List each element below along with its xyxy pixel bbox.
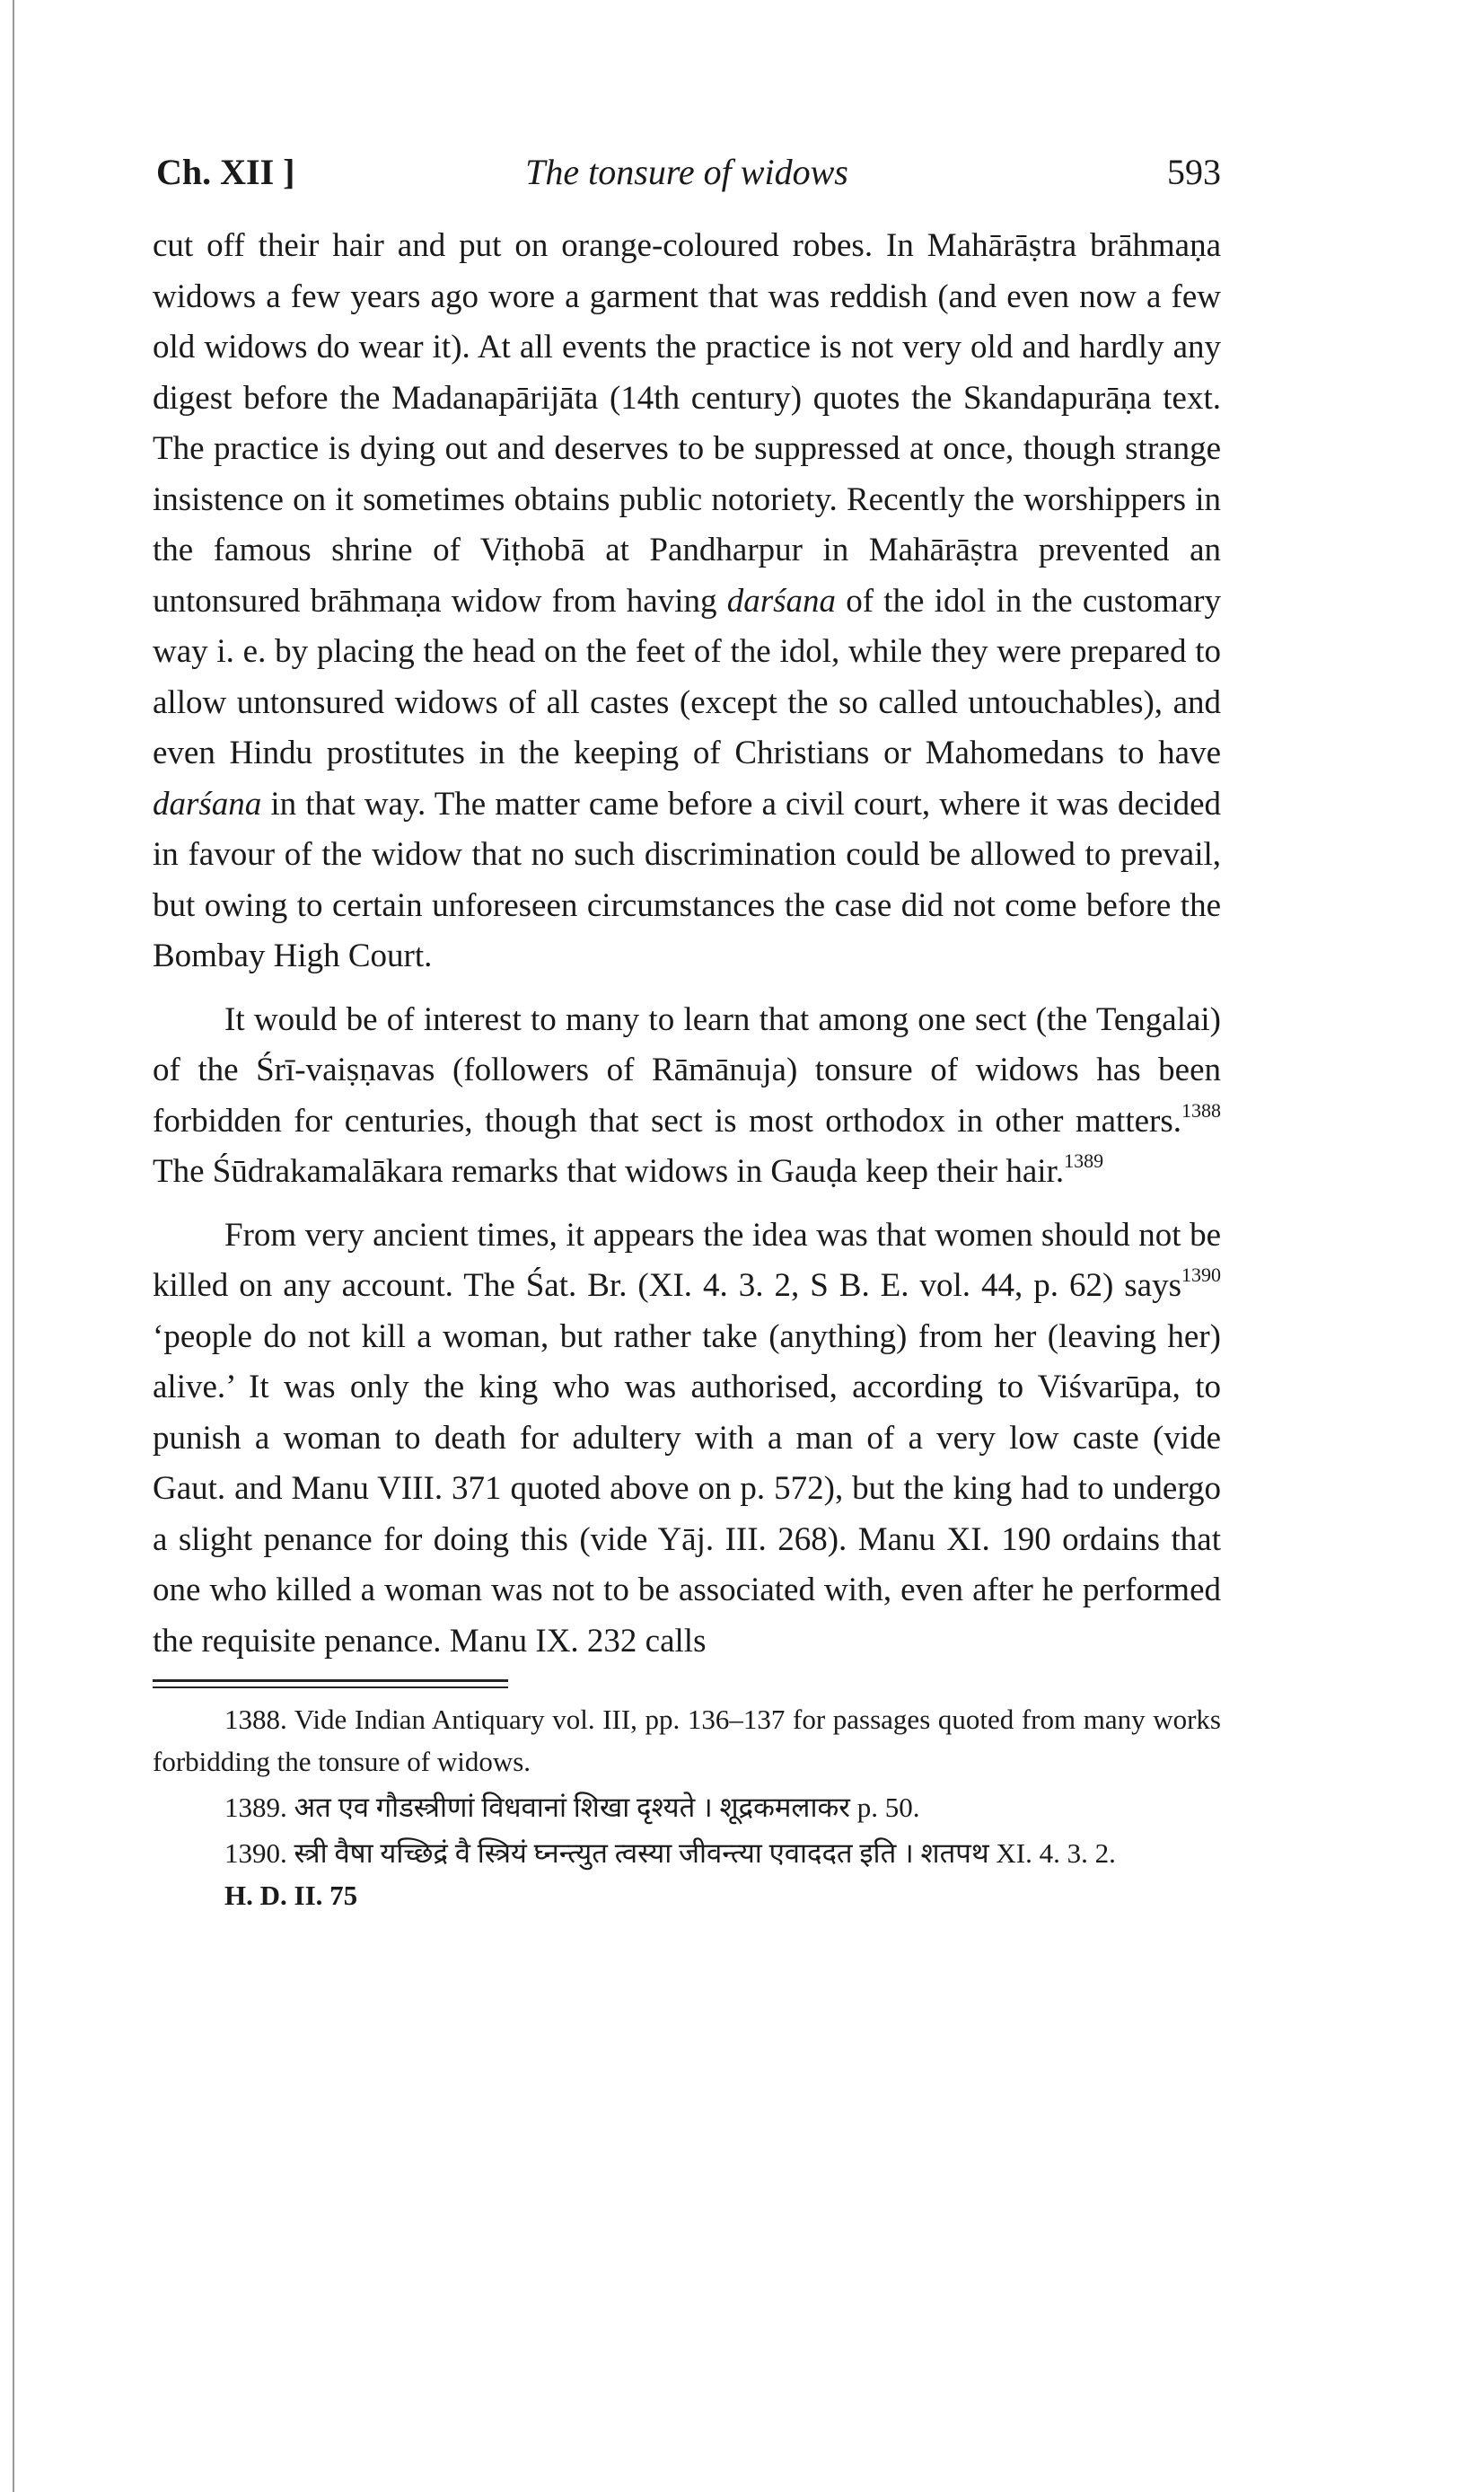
chapter-label: Ch. XII ] (156, 152, 295, 192)
footnote-ref: 1390 (1181, 1264, 1221, 1286)
page-number: 593 (1167, 152, 1221, 192)
footnotes (153, 1698, 1221, 1874)
footnote-1389: 1389. अत एव गौडस्त्रीणां विधवानां शिखा दृश्यते । शूद्रकमलाकर p. 50. (224, 1792, 920, 1823)
footnote-ref: 1389 (1064, 1149, 1104, 1172)
scan-edge-line (13, 0, 14, 2492)
text-run: cut off their hair and put on orange-coloured robes. In Mahārāṣtra brāhmaṇa widows a few years ago wore a garment that was reddish (and even now a few old widows do wear it). At all events the practice is not very old and hardly any digest before the Madanapārijāta (14th century) quotes the Skandapurāṇa text. The practice is dying out and deserves to be suppressed at once, though strange insistence on it sometimes obtains public notoriety. Recently the worshippers in the famous shrine of Viṭhobā at Pandharpur in Mahārāṣtra prevented an untonsured brāhmaṇa widow from having (153, 227, 1221, 620)
text-run: ‘people do not kill a woman, but rather take (anything) from her (leaving her) alive.’ It was only the king who was authorised, according to Viśvarūpa, to punish a woman to death for adultery with a man of a very low caste (vide Gaut. and Manu VIII. 371 quoted above on p. 572), but the king had to undergo a slight penance for doing this (vide Yāj. III. 268). Manu XI. 190 ordains that one who killed a woman was not to be associated with, even after he performed the requisite penance. Manu IX. 232 calls (153, 1317, 1221, 1660)
page-title: The tonsure of widows (525, 152, 848, 192)
italic-term: darśana (153, 785, 262, 823)
footnote-ref: 1388 (1181, 1098, 1221, 1122)
body-paragraph (153, 995, 1221, 1198)
book-page (153, 135, 1221, 1912)
footnote-rule (153, 1679, 508, 1682)
italic-term: darśana (726, 582, 837, 620)
body-text (153, 221, 1221, 1667)
body-paragraph (153, 1211, 1221, 1668)
text-run: in that way. The matter came before a civil court, where it was decided in favour of the widow that no such discrimination could be allowed to prevail, but owing to certain unforeseen circumstances the case did not come before the Bombay High Court. (153, 785, 1221, 974)
text-run: of the idol in the customary way i. e. by placing the head on the feet of the idol, while they were prepared to allow untonsured widows of all castes (except the so called untouchables), and even Hindu prostitutes in the keeping of Christians or Mahomedans to have (153, 582, 1221, 771)
signature-mark: H. D. II. 75 (224, 1880, 358, 1911)
body-paragraph (153, 221, 1221, 982)
footnote-1390: 1390. स्त्री वैषा यच्छिद्रं वै स्त्रियं घ्नन्त्युत त्वस्या जीवन्त्या एवाददत इति । शतपथ XI. 4. 3. 2. (224, 1837, 1116, 1869)
text-run: It would be of interest to many to learn that among one sect (the Tengalai) of the Śrī-vaiṣṇavas (followers of Rāmānuja) tonsure of widows has been forbidden for centuries, though that sect is most orthodox in other matters. (153, 1000, 1221, 1140)
running-head (153, 135, 1221, 198)
text-run: From very ancient times, it appears the idea was that women should not be killed on any account. The Śat. Br. (XI. 4. 3. 2, S B. E. vol. 44, p. 62) says (153, 1216, 1221, 1304)
footnote-1388: 1388. Vide Indian Antiquary vol. III, pp. 136–137 for passages quoted from many works forbidding the tonsure of widows. (153, 1704, 1221, 1777)
text-run: The Śūdrakamalākara remarks that widows in Gauḍa keep their hair. (153, 1153, 1065, 1190)
